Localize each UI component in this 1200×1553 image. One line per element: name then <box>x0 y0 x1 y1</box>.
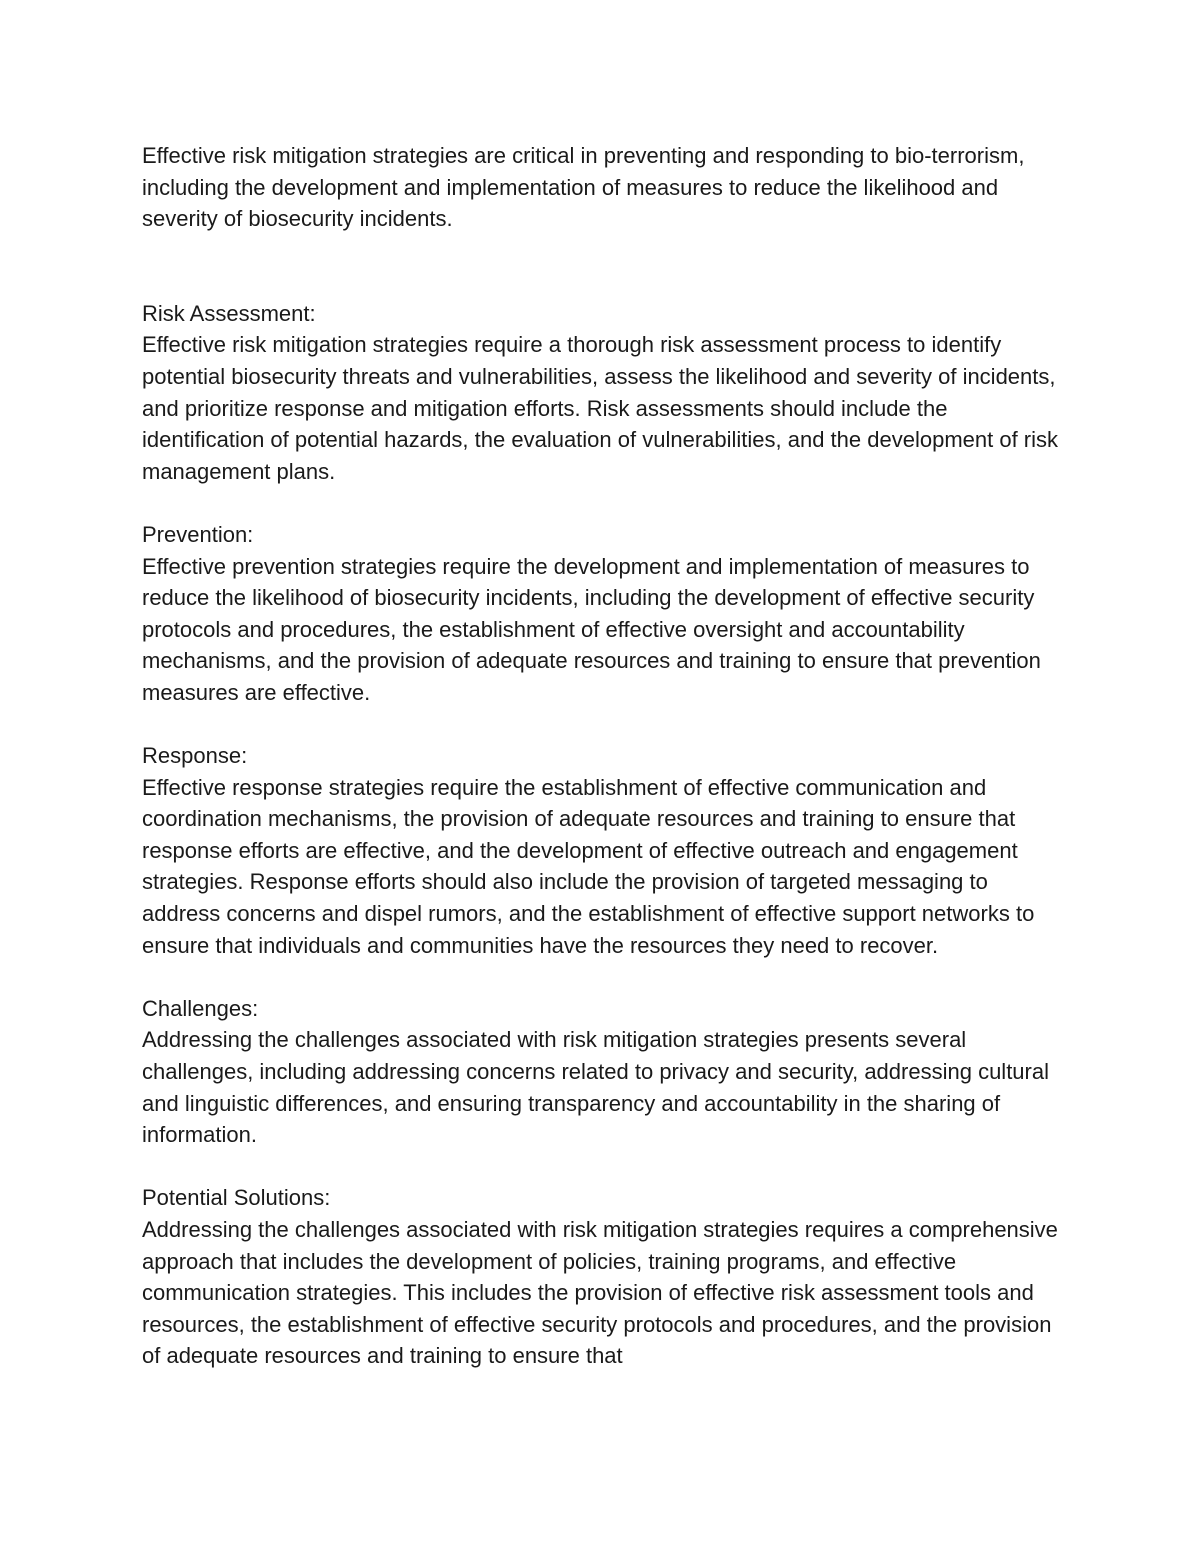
section-potential-solutions <box>142 1182 1072 1372</box>
section-response <box>142 740 1072 961</box>
section-paragraph: Effective response strategies require the establishment of effective communication and coordination mechanisms, the provision of adequate resources and training to ensure that response efforts are effective, and the development of effective outreach and engagement strategies. Response efforts should also include the provision of targeted messaging to address concerns and dispel rumors, and the establishment of effective support networks to ensure that individuals and communities have the resources they need to recover. <box>142 774 1035 958</box>
section-paragraph: Effective prevention strategies require the development and implementation of measures to reduce the likelihood of biosecurity incidents, including the development of effective security protocols and procedures, the establishment of effective oversight and accountability mechanisms, and the provision of adequate resources and training to ensure that prevention measures are effective. <box>142 553 1041 705</box>
section-challenges <box>142 993 1072 1151</box>
section-heading: Prevention: <box>142 521 254 547</box>
intro-paragraph: Effective risk mitigation strategies are critical in preventing and responding to bio-terrorism, including the development and implementation of measures to reduce the likelihood and severity of biosecurity incidents. <box>142 143 1025 232</box>
section-heading: Potential Solutions: <box>142 1185 331 1211</box>
section-heading: Risk Assessment: <box>142 300 316 326</box>
section-paragraph: Addressing the challenges associated with risk mitigation strategies requires a comprehensive approach that includes the development of policies, training programs, and effective communication strategies. This includes the provision of effective risk assessment tools and resources, the establishment of effective security protocols and procedures, and the provision of adequate resources and training to ensure that <box>142 1217 1058 1369</box>
section-prevention <box>142 519 1072 709</box>
section-paragraph: Addressing the challenges associated with risk mitigation strategies presents several challenges, including addressing concerns related to privacy and security, addressing cultural and linguistic differences, and ensuring transparency and accountability in the sharing of information. <box>142 1027 1049 1148</box>
section-paragraph: Effective risk mitigation strategies require a thorough risk assessment process to identify potential biosecurity threats and vulnerabilities, assess the likelihood and severity of incidents, and prioritize response and mitigation efforts. Risk assessments should include the identification of potential hazards, the evaluation of vulnerabilities, and the development of risk management plans. <box>142 332 1059 484</box>
section-risk-assessment <box>142 298 1072 488</box>
document-body <box>142 140 1072 1404</box>
section-heading: Challenges: <box>142 995 259 1021</box>
section-heading: Response: <box>142 743 248 769</box>
